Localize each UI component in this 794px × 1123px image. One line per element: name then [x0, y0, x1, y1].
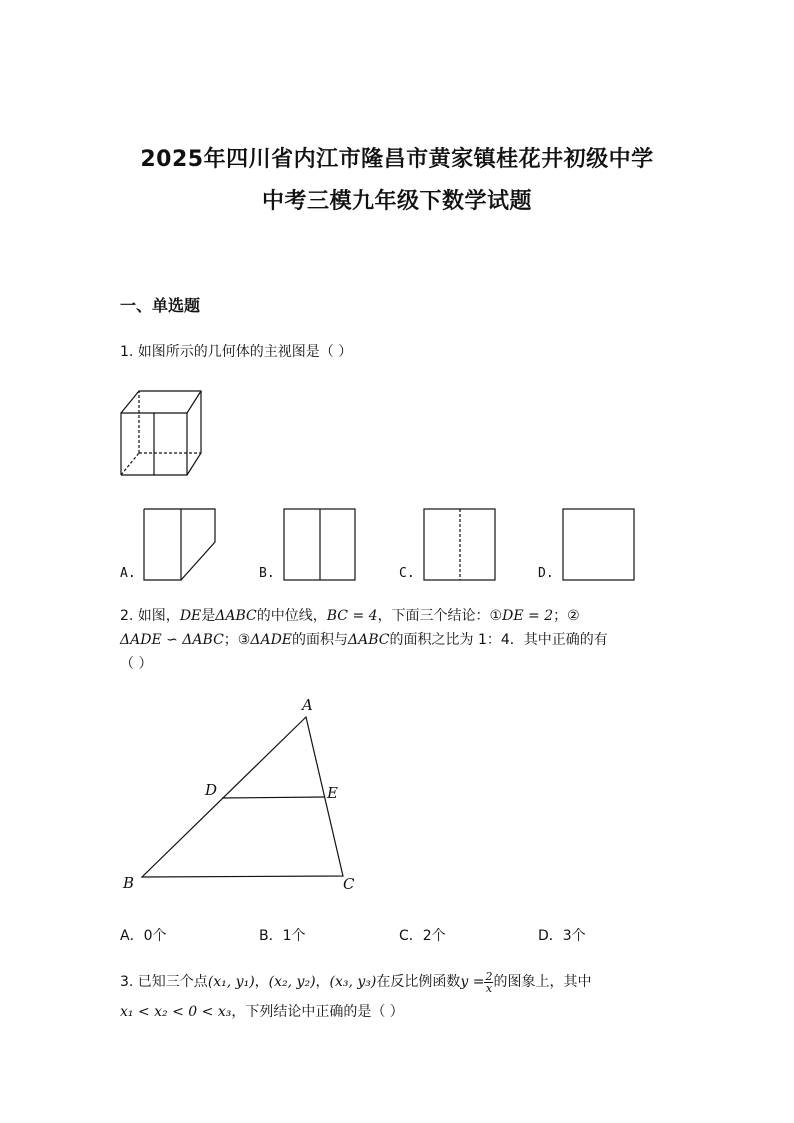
q1-option-a-figure[interactable]	[143, 508, 218, 582]
q1-option-b-label[interactable]: B.	[259, 566, 275, 581]
q1-option-d-figure[interactable]	[562, 508, 636, 582]
q1-solid-figure	[115, 385, 210, 480]
section-heading: 一、单选题	[120, 296, 201, 315]
q1-option-c-figure[interactable]	[423, 508, 497, 582]
point-label-a: A	[302, 696, 313, 714]
page-subtitle: 中考三模九年级下数学试题	[261, 189, 532, 214]
q1-option-c-label[interactable]: C.	[399, 566, 415, 581]
point-label-d: D	[205, 781, 218, 799]
question-3-line-2: x₁ < x₂ < 0 < x₃，下列结论中正确的是（ ）	[120, 1004, 404, 1020]
q2-triangle-figure	[115, 690, 365, 900]
point-label-c: C	[343, 875, 355, 893]
q1-option-d-label[interactable]: D.	[538, 566, 554, 581]
point-label-e: E	[327, 784, 338, 802]
question-2-line-1: 2. 如图，DE是ΔABC的中位线，BC = 4，下面三个结论：①DE = 2；②	[120, 608, 580, 624]
question-1-text: 1. 如图所示的几何体的主视图是（ ）	[120, 344, 353, 360]
q1-option-b-figure[interactable]	[283, 508, 357, 582]
q2-option-b[interactable]: B．1个	[259, 928, 306, 944]
page-title: 2025年四川省内江市隆昌市黄家镇桂花井初级中学	[140, 147, 654, 172]
q2-option-d[interactable]: D．3个	[538, 928, 586, 944]
q1-option-a-label[interactable]: A.	[120, 566, 136, 581]
question-2-answer-paren: （ ）	[120, 656, 153, 672]
q2-option-a[interactable]: A．0个	[120, 928, 167, 944]
question-2-line-2: ΔADE ∽ ΔABC；③ΔADE的面积与ΔABC的面积之比为 1：4．其中正确的有	[120, 632, 608, 648]
fraction-2-over-x: $\frac{2}{x}$	[485, 969, 493, 995]
q2-option-c[interactable]: C．2个	[399, 928, 446, 944]
question-3-line-1: 3. 已知三个点(x₁, y₁)，(x₂, y₂)，(x₃, y₃)在反比例函数y = $\frac{2}{x}$ 的图象上，其中	[120, 969, 592, 995]
point-label-b: B	[123, 874, 135, 892]
